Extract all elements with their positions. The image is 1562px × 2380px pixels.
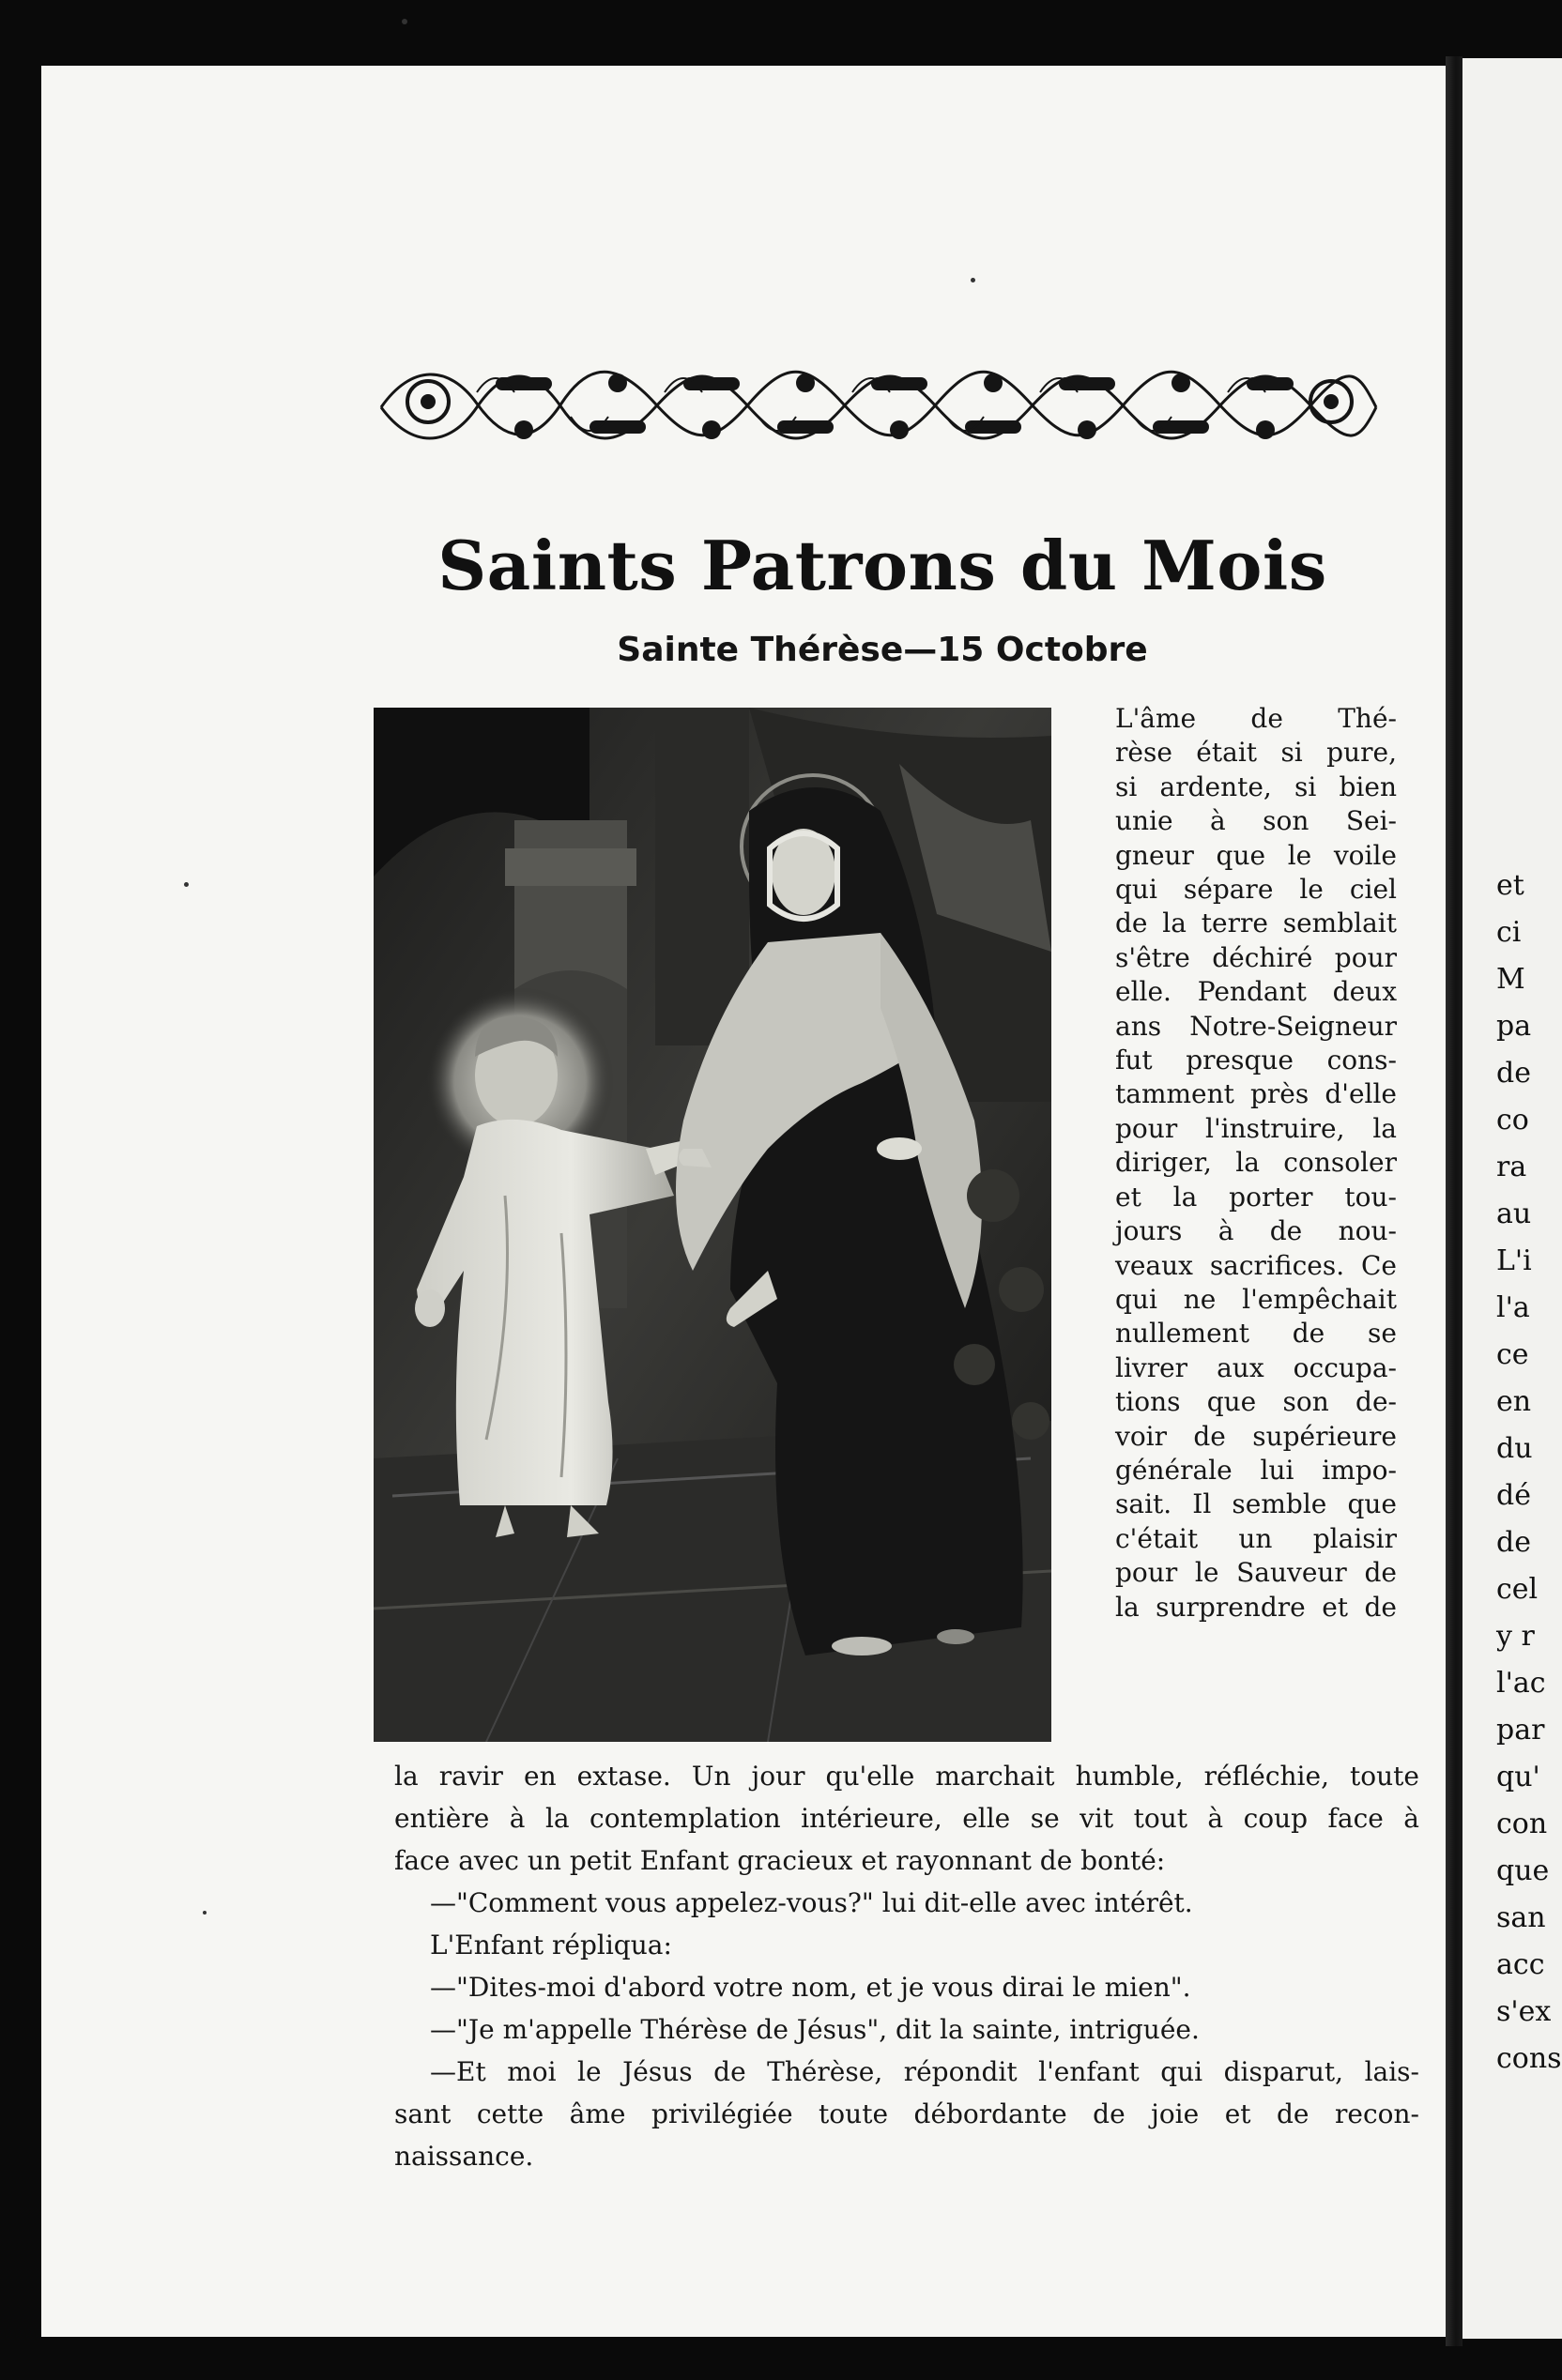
side-column-line: si ardente, si bien: [1115, 770, 1397, 802]
facing-page-fragment: acc: [1496, 1948, 1545, 1981]
side-column-line: ans Notre-Seigneur: [1115, 1010, 1397, 1042]
side-column-line: gneur que le voile: [1115, 839, 1397, 871]
body-line: sant cette âme privilégiée toute débordante de joie et de recon-: [394, 2098, 1419, 2129]
side-column-line: nullement de se: [1115, 1318, 1397, 1350]
facing-page-fragment: cel: [1496, 1573, 1539, 1606]
facing-page-fragment: co: [1496, 1104, 1529, 1137]
side-column-line: c'était un plaisir: [1115, 1522, 1397, 1554]
facing-page-fragment: de: [1496, 1057, 1531, 1090]
side-column-line: pour l'instruire, la: [1115, 1112, 1397, 1144]
side-column-line: voir de supérieure: [1115, 1420, 1397, 1452]
side-column-line: tamment près d'elle: [1115, 1078, 1397, 1110]
side-column-line: elle. Pendant deux: [1115, 976, 1397, 1008]
facing-page-fragment: cons: [1496, 2042, 1562, 2075]
scan-speck: [184, 882, 189, 887]
scan-speck: [203, 1911, 207, 1915]
side-column-line: diriger, la consoler: [1115, 1147, 1397, 1179]
side-column-line: sait. Il semble que: [1115, 1488, 1397, 1520]
side-column-line: L'âme de Thé-: [1115, 703, 1397, 734]
side-column-line: s'être déchiré pour: [1115, 941, 1397, 973]
side-column-line: pour le Sauveur de: [1115, 1557, 1397, 1589]
facing-page-fragment: par: [1496, 1714, 1545, 1747]
facing-page-fragment: ce: [1496, 1338, 1529, 1371]
scan-speck: [971, 278, 975, 282]
page-title: Saints Patrons du Mois: [437, 526, 1327, 605]
side-column-line: qui ne l'empêchait: [1115, 1283, 1397, 1315]
body-line: entière à la contemplation intérieure, elle se vit tout à coup face à: [394, 1803, 1419, 1834]
facing-page-fragment: pa: [1496, 1010, 1532, 1043]
body-line: —"Je m'appelle Thérèse de Jésus", dit la sainte, intriguée.: [430, 2014, 1200, 2045]
facing-page-fragment: et: [1496, 869, 1524, 902]
side-column-line: veaux sacrifices. Ce: [1115, 1249, 1397, 1281]
facing-page-fragment: dé: [1496, 1479, 1531, 1512]
side-column-text: [1115, 702, 1397, 1625]
facing-page-fragment: ra: [1496, 1151, 1527, 1183]
side-column-line: générale lui impo-: [1115, 1454, 1397, 1486]
facing-page-fragment: y r: [1496, 1620, 1535, 1653]
facing-page-fragment: l'a: [1496, 1291, 1530, 1324]
facing-page-fragment: au: [1496, 1198, 1532, 1230]
body-line: L'Enfant répliqua:: [430, 1930, 672, 1960]
facing-page-fragment: l'ac: [1496, 1667, 1546, 1700]
facing-page-fragment: ci: [1496, 916, 1522, 949]
facing-page-fragment: du: [1496, 1432, 1533, 1465]
side-column-line: tions que son de-: [1115, 1386, 1397, 1418]
side-column-line: fut presque cons-: [1115, 1045, 1397, 1076]
facing-page-fragment: que: [1496, 1854, 1550, 1887]
side-column-line: jours à de nou-: [1115, 1215, 1397, 1247]
side-column-line: rèse était si pure,: [1115, 737, 1397, 769]
side-column-line: livrer aux occupa-: [1115, 1351, 1397, 1383]
facing-page-fragment: con: [1496, 1808, 1548, 1840]
body-line: face avec un petit Enfant gracieux et rayonnant de bonté:: [394, 1845, 1166, 1876]
scan-speck: [402, 19, 407, 24]
body-line: —Et moi le Jésus de Thérèse, répondit l'enfant qui disparut, lais-: [430, 2056, 1419, 2087]
facing-page-fragment: qu': [1496, 1761, 1540, 1793]
page-subtitle: Sainte Thérèse—15 Octobre: [617, 631, 1148, 669]
facing-page-fragment: de: [1496, 1526, 1531, 1559]
side-column-line: qui sépare le ciel: [1115, 874, 1397, 906]
facing-page-fragment: L'i: [1496, 1244, 1532, 1277]
body-line: naissance.: [394, 2141, 534, 2172]
facing-page-fragment: en: [1496, 1385, 1532, 1418]
side-column-line: de la terre semblait: [1115, 908, 1397, 939]
body-line: —"Dites-moi d'abord votre nom, et je vous dirai le mien".: [430, 1972, 1191, 2003]
facing-page-fragment: M: [1496, 963, 1525, 996]
facing-page-fragment: s'ex: [1496, 1995, 1552, 2028]
body-line: la ravir en extase. Un jour qu'elle marchait humble, réfléchie, toute: [394, 1761, 1419, 1792]
side-column-line: unie à son Sei-: [1115, 805, 1397, 837]
side-column-line: la surprendre et de: [1115, 1591, 1397, 1623]
body-line: —"Comment vous appelez-vous?" lui dit-elle avec intérêt.: [430, 1887, 1193, 1918]
facing-page-fragment: san: [1496, 1901, 1546, 1934]
side-column-line: et la porter tou-: [1115, 1181, 1397, 1213]
